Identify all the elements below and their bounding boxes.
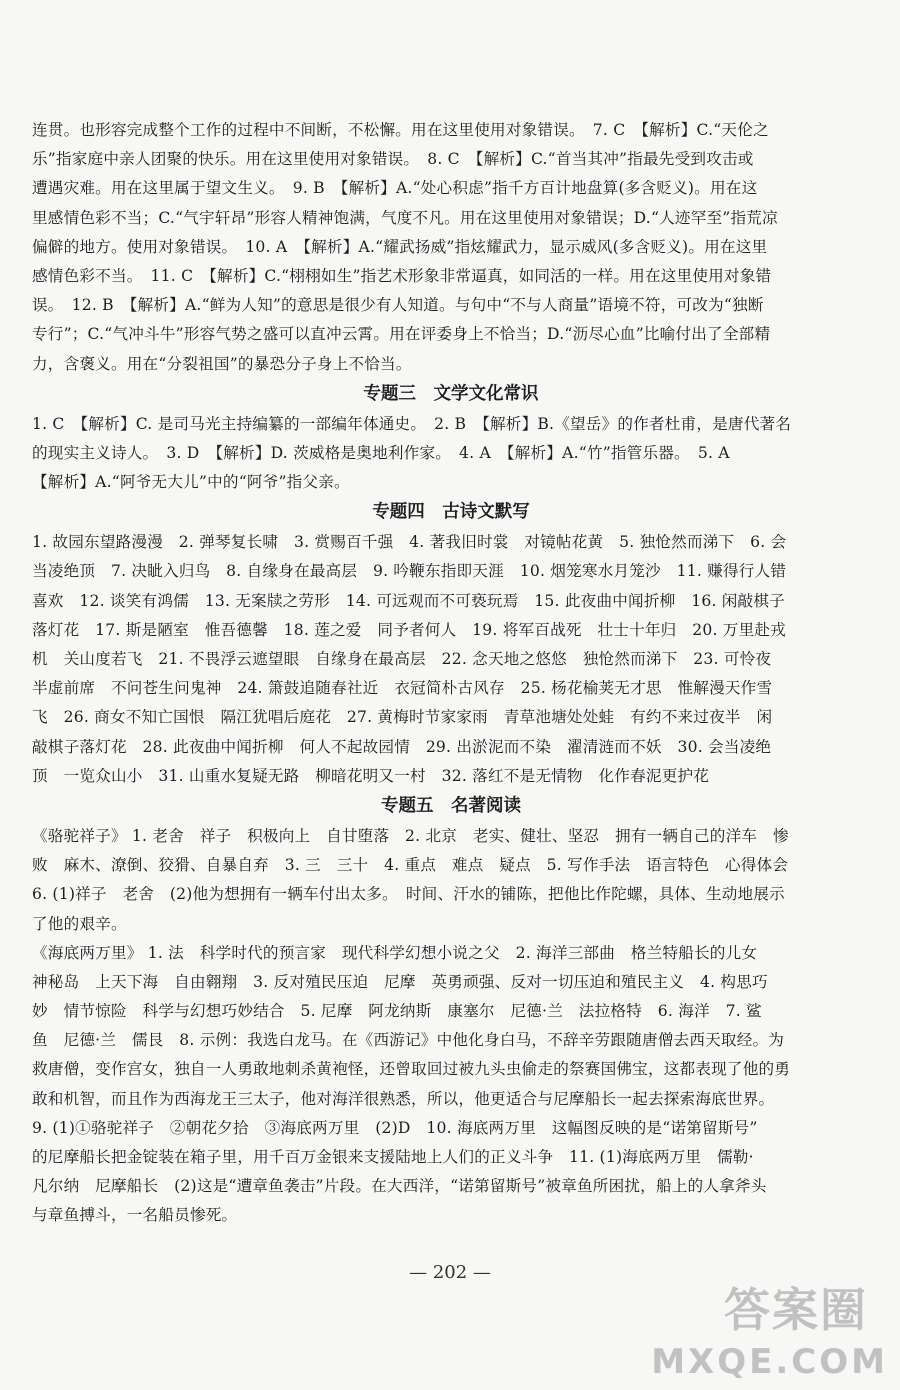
answer-line: 《海底两万里》 1. 法 科学时代的预言家 现代科学幻想小说之父 2. 海洋三部曲 格兰特船长的儿女	[32, 943, 758, 962]
answer-line: 了他的艰辛。	[32, 914, 127, 933]
answer-line: 神秘岛 上天下海 自由翱翔 3. 反对殖民压迫 尼摩 英勇顽强、反对一切压迫和殖民主义 4. 构思巧	[32, 972, 768, 991]
page-number: — 202 —	[409, 1262, 491, 1283]
answer-line: 误。 12. B 【解析】A.“鲜为人知”的意思是很少有人知道。与句中“不与人商量”语境不符，可改为“独断	[32, 296, 764, 315]
answer-line: 败 麻木、潦倒、狡猾、自暴自弃 3. 三 三十 4. 重点 难点 疑点 5. 写作手法 语言特色 心得体会	[32, 856, 789, 875]
answer-line: 敲棋子落灯花 28. 此夜曲中闻折柳 何人不起故园情 29. 出淤泥而不染 濯清涟而不妖 30. 会当凌绝	[32, 737, 772, 756]
answer-line: 半虚前席 不问苍生问鬼神 24. 箫鼓追随春社近 衣冠简朴古风存 25. 杨花榆荚无才思 惟解漫天作雪	[32, 679, 773, 698]
answer-line: 乐”指家庭中亲人团聚的快乐。用在这里使用对象错误。 8. C 【解析】C.“首当其冲”指最先受到攻击或	[32, 150, 754, 169]
answer-line: 《骆驼祥子》 1. 老舍 祥子 积极向上 自甘堕落 2. 北京 老实、健壮、坚忍 拥有一辆自己的洋车 惨	[32, 826, 789, 845]
answer-line: 里感情色彩不当；C.“气宇轩昂”形容人精神饱满，气度不凡。用在这里使用对象错误；D.“人迹罕至”指荒凉	[32, 208, 778, 227]
section-block	[32, 497, 870, 791]
watermark-title: 答案圈	[724, 1283, 868, 1337]
answer-line: 与章鱼搏斗，一名船员惨死。	[32, 1206, 238, 1225]
answer-line: 凡尔纳 尼摩船长 (2)这是“遭章鱼袭击”片段。在大西洋，“诺第留斯号”被章鱼所困扰，船上的人拿斧头	[32, 1177, 767, 1196]
answer-line: 1. 故园东望路漫漫 2. 弹琴复长啸 3. 赏赐百千强 4. 著我旧时裳 对镜帖花黄 5. 独怆然而涕下 6. 会	[32, 533, 787, 552]
answer-page	[32, 116, 870, 1231]
answer-line: 救唐僧，变作宫女，独自一人勇敢地刺杀黄袍怪，还曾取回过被九头虫偷走的祭赛国佛宝，这都表现了他的勇	[32, 1060, 791, 1079]
answer-line: 落灯花 17. 斯是陋室 惟吾德馨 18. 莲之爱 同予者何人 19. 将军百战死 壮士十年归 20. 万里赴戎	[32, 620, 786, 639]
answer-line: 顶 一览众山小 31. 山重水复疑无路 柳暗花明又一村 32. 落红不是无情物 化作春泥更护花	[32, 766, 710, 785]
answer-line: 连贯。也形容完成整个工作的过程中不间断，不松懈。用在这里使用对象错误。 7. C 【解析】C.“天伦之	[32, 121, 769, 139]
answer-line: 遭遇灾难。用在这里属于望文生义。 9. B 【解析】A.“处心积虑”指千方百计地盘算(多含贬义)。用在这	[32, 179, 758, 198]
answer-line: 偏僻的地方。使用对象错误。 10. A 【解析】A.“耀武扬威”指炫耀武力，显示威风(多含贬义)。用在这里	[32, 237, 768, 256]
answer-line: 飞 26. 商女不知亡国恨 隔江犹唱后庭花 27. 黄梅时节家家雨 青草池塘处处蛙 有约不来过夜半 闲	[32, 708, 773, 727]
answer-line: 机 关山度若飞 21. 不畏浮云遮望眼 自缘身在最高层 22. 念天地之悠悠 独怆然而涕下 23. 可怜夜	[32, 650, 772, 668]
answer-line: 【解析】A.“阿爷无大儿”中的“阿爷”指父亲。	[32, 473, 350, 492]
section-heading: 专题三 文学文化常识	[363, 383, 539, 404]
answer-line: 的尼摩船长把金锭装在箱子里，用千百万金银来支援陆地上人们的正义斗争 11. (1)海底两万里 儒勒·	[32, 1148, 754, 1166]
answer-line: 力，含褒义。用在“分裂祖国”的暴恐分子身上不恰当。	[32, 354, 412, 373]
answer-line: 6. (1)祥子 老舍 (2)他为想拥有一辆车付出太多。 时间、汗水的铺陈，把他比作陀螺，具体、生动地展示	[32, 885, 785, 904]
answer-line: 妙 情节惊险 科学与幻想巧妙结合 5. 尼摩 阿龙纳斯 康塞尔 尼德·兰 法拉格特 6. 海洋 7. 鲨	[32, 1002, 762, 1021]
answer-line: 感情色彩不当。 11. C 【解析】C.“栩栩如生”指艺术形象非常逼真，如同活的一样。用在这里使用对象错	[32, 266, 772, 285]
section-block	[32, 116, 870, 379]
answer-line: 敢和机智，而且作为西海龙王三太子，他对海洋很熟悉，所以，他更适合与尼摩船长一起去探索海底世界。	[32, 1089, 775, 1108]
section-block	[32, 791, 870, 1231]
answer-line: 喜欢 12. 谈笑有鸿儒 13. 无案牍之劳形 14. 可远观而不可亵玩焉 15. 此夜曲中闻折柳 16. 闲敲棋子	[32, 591, 785, 610]
watermark-url: MXQE.COM	[651, 1342, 888, 1382]
section-heading: 专题四 古诗文默写	[372, 502, 530, 523]
section-block	[32, 379, 870, 498]
answer-line: 当凌绝顶 7. 决眦入归鸟 8. 自缘身在最高层 9. 吟鞭东指即天涯 10. 烟笼寒水月笼沙 11. 赚得行人错	[32, 562, 787, 581]
answer-line: 专行”；C.“气冲斗牛”形容气势之盛可以直冲云霄。用在评委身上不恰当；D.“沥尽心血”比喻付出了全部精	[32, 325, 771, 344]
answer-line: 鱼 尼德·兰 儒艮 8. 示例：我选白龙马。在《西游记》中他化身白马，不辞辛劳跟随唐僧去西天取经。为	[32, 1031, 785, 1050]
watermark-logo	[648, 1274, 888, 1382]
answer-line: 的现实主义诗人。 3. D 【解析】D. 茨威格是奥地利作家。 4. A 【解析】A.“竹”指管乐器。 5. A	[32, 443, 730, 462]
answer-line: 1. C 【解析】C. 是司马光主持编纂的一部编年体通史。 2. B 【解析】B.《望岳》的作者杜甫，是唐代著名	[32, 414, 792, 433]
section-heading: 专题五 名著阅读	[381, 795, 521, 816]
answer-line: 9. (1)①骆驼祥子 ②朝花夕拾 ③海底两万里 (2)D 10. 海底两万里 这幅图反映的是“诺第留斯号”	[32, 1118, 758, 1137]
